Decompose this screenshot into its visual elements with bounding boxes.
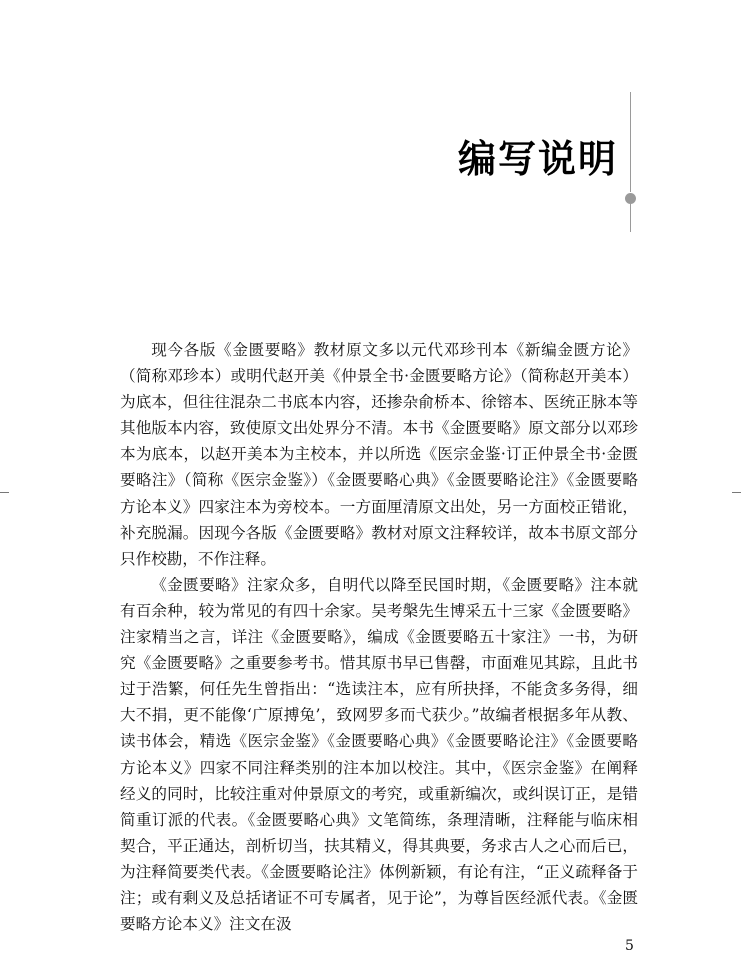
page-title: 编写说明 bbox=[457, 137, 618, 181]
page-number: 5 bbox=[625, 938, 634, 954]
body-text bbox=[120, 337, 638, 937]
paragraph-2: 《金匮要略》注家众多，自明代以降至民国时期，《金匮要略》注本就有百余种，较为常见的有四十余家。吴考槃先生博采五十三家《金匮要略》注家精当之言，详注《金匮要略》，编成《金匮要略五十家注》一书，为研究《金匮要略》之重要参考书。惜其原书早已售罄，市面难见其踪，且此书过于浩繁，何任先生曾指出：“选读注本，应有所抉择，不能贪多务得，细大不捐，更不能像‘广原搏兔’，致网罗多而弋获少。”故编者根据多年从教、读书体会，精选《医宗金鉴》《金匮要略心典》《金匮要略论注》《金匮要略方论本义》四家不同注释类别的注本加以校注。其中，《医宗金鉴》在阐释经义的同时，比较注重对仲景原文的考究，或重新编次，或纠误订正，是错简重订派的代表。《金匮要略心典》文笔简练，条理清晰，注释能与临床相契合，平正通达，剖析切当，扶其精义，得其典要，务求古人之心而后已，为注释简要类代表。《金匮要略论注》体例新颖，有论有注，“正义疏释备于注；或有剩义及总括诸证不可专属者，见于论”，为尊旨医经派代表。《金匮要略方论本义》注文在汲 bbox=[120, 575, 638, 934]
decorative-dot bbox=[625, 193, 636, 204]
decorative-vertical-line-top bbox=[630, 92, 631, 192]
left-margin-tick bbox=[0, 492, 9, 493]
right-margin-tick bbox=[732, 492, 741, 493]
paragraph-1: 现今各版《金匮要略》教材原文多以元代邓珍刊本《新编金匮方论》（简称邓珍本）或明代赵开美《仲景全书·金匮要略方论》（简称赵开美本）为底本，但往往混杂二书底本内容，还掺杂俞桥本、徐镕本、医统正脉本等其他版本内容，致使原文出处界分不清。本书《金匮要略》原文部分以邓珍本为底本，以赵开美本为主校本，并以所选《医宗金鉴·订正仲景全书·金匮要略注》（简称《医宗金鉴》）《金匮要略心典》《金匮要略论注》《金匮要略方论本义》四家注本为旁校本。一方面厘清原文出处，另一方面校正错讹，补充脱漏。因现今各版《金匮要略》教材对原文注释较详，故本书原文部分只作校勘，不作注释。 bbox=[120, 341, 638, 568]
decorative-vertical-line-bottom bbox=[630, 204, 631, 232]
